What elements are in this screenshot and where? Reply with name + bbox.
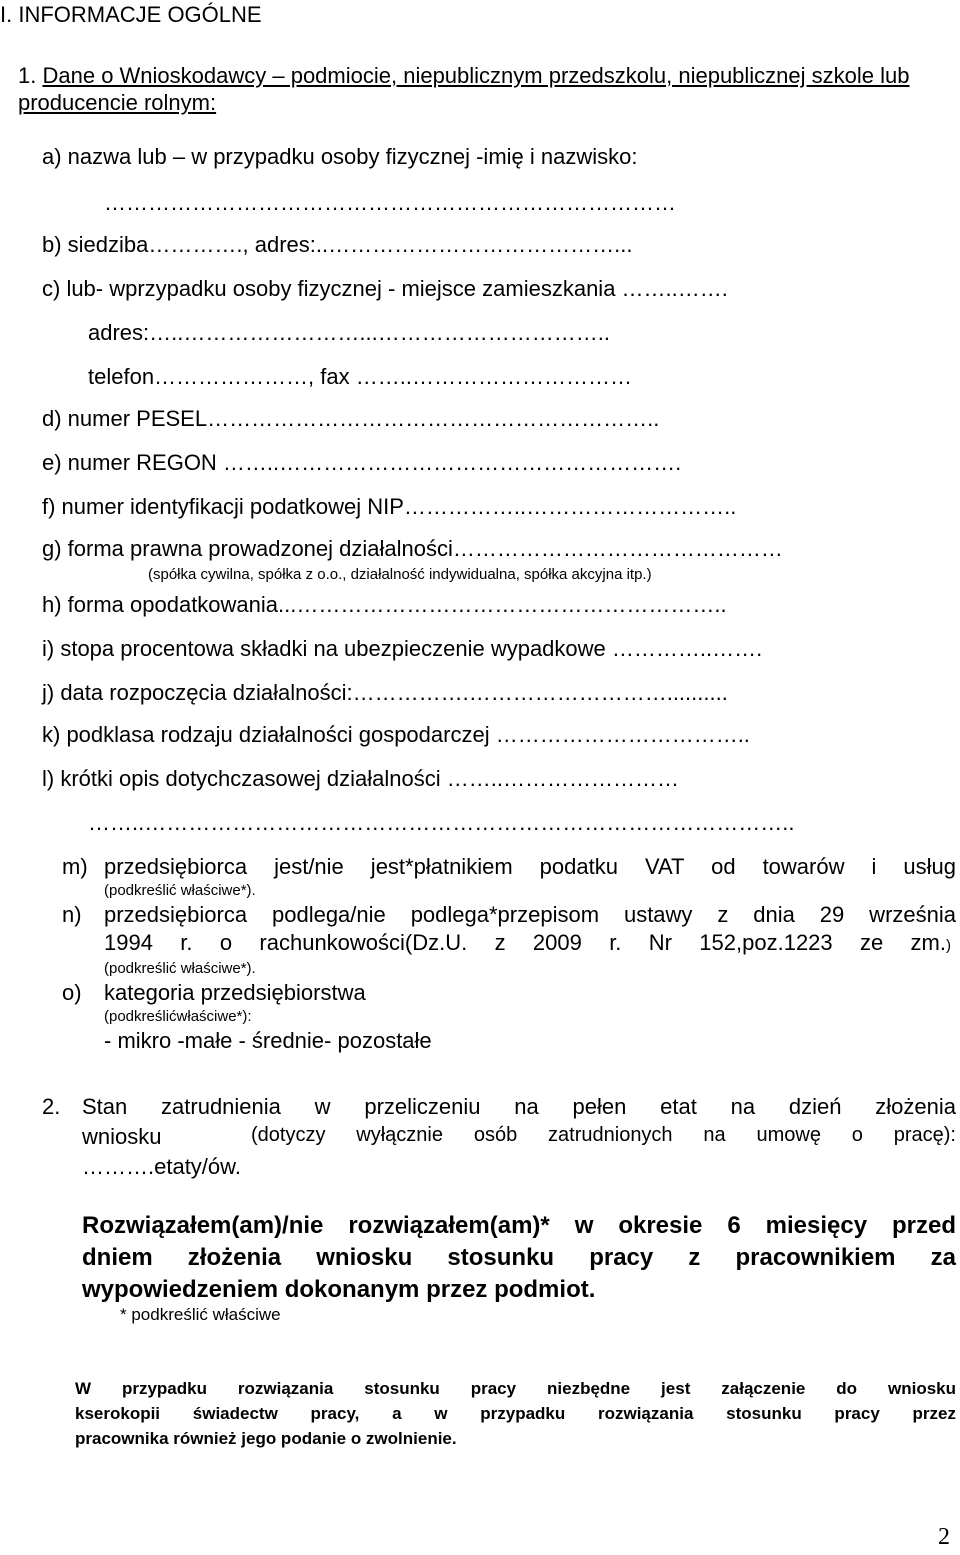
field-l-opis[interactable]: l) krótki opis dotychczasowej działalności ……..…………………… bbox=[42, 766, 679, 791]
field-o-note: (podkreślićwłaściwe*): bbox=[104, 1008, 252, 1025]
field-b-siedziba[interactable]: b) siedziba…………., adres:..…………………………………... bbox=[42, 232, 633, 257]
field-h-opodatkowanie[interactable]: h) forma opodatkowania...………………………………………………….. bbox=[42, 592, 727, 617]
field-o-letter: o) bbox=[62, 980, 82, 1005]
field-a-dots[interactable]: …………………………………………………………………… bbox=[104, 190, 676, 215]
field-k-podklasa[interactable]: k) podklasa rodzaju działalności gospodarczej …………………………….. bbox=[42, 722, 750, 747]
field-n-note: (podkreślić właściwe*). bbox=[104, 960, 256, 977]
field-c-telefon-fax[interactable]: telefon…………………, fax ……..………………………… bbox=[88, 364, 632, 389]
field-n-letter: n) bbox=[62, 902, 82, 927]
notice-line3: pracownika również jego podanie o zwolnienie. bbox=[75, 1429, 457, 1448]
field-g-forma-prawna[interactable]: g) forma prawna prowadzonej działalności……………………………………… bbox=[42, 536, 783, 561]
declaration-line2: dniem złożenia wniosku stosunku pracy z pracownikiem za bbox=[82, 1244, 956, 1271]
field-e-regon[interactable]: e) numer REGON ……..………………………………………………. bbox=[42, 450, 682, 475]
section-2-line1: Stan zatrudnienia w przeliczeniu na pełen etat na dzień złożenia bbox=[82, 1094, 956, 1119]
notice-line1: W przypadku rozwiązania stosunku pracy niezbędne jest załączenie do wniosku bbox=[75, 1379, 956, 1398]
field-m-vat: przedsiębiorca jest/nie jest*płatnikiem podatku VAT od towarów i usług bbox=[104, 854, 956, 879]
section-2-number: 2. bbox=[42, 1094, 61, 1119]
declaration-line1: Rozwiązałem(am)/nie rozwiązałem(am)* w okresie 6 miesięcy przed bbox=[82, 1212, 956, 1239]
field-n-line2-end: ) bbox=[946, 937, 951, 954]
field-o-kategoria: kategoria przedsiębiorstwa bbox=[104, 980, 366, 1005]
field-g-note: (spółka cywilna, spółka z o.o., działalność indywidualna, spółka akcyjna itp.) bbox=[148, 566, 652, 583]
field-a-label: a) nazwa lub – w przypadku osoby fizycznej -imię i nazwisko: bbox=[42, 144, 638, 169]
section-2-wniosku: wniosku bbox=[82, 1124, 162, 1149]
field-o-options[interactable]: - mikro -małe - średnie- pozostałe bbox=[104, 1028, 432, 1053]
field-l-dots[interactable]: ……..…………………………………………………………………………….. bbox=[88, 810, 795, 835]
section-heading: I. INFORMACJE OGÓLNE bbox=[0, 2, 262, 27]
field-n-line2: 1994 r. o rachunkowości(Dz.U. z 2009 r. Nr 152,poz.1223 ze zm. bbox=[104, 930, 946, 955]
section-1-number: 1. bbox=[18, 63, 37, 88]
page-number: 2 bbox=[938, 1524, 950, 1550]
field-c-adres[interactable]: adres:…..……………………...………………………….. bbox=[88, 320, 610, 345]
field-m-letter: m) bbox=[62, 854, 88, 879]
notice-line2: kserokopii świadectw pracy, a w przypadku rozwiązania stosunku pracy przez bbox=[75, 1404, 956, 1423]
field-c-zamieszkanie[interactable]: c) lub- wprzypadku osoby fizycznej - miejsce zamieszkania ……..……. bbox=[42, 276, 728, 301]
field-n-line1: przedsiębiorca podlega/nie podlega*przepisom ustawy z dnia 29 września bbox=[104, 902, 956, 927]
section-1-title bbox=[18, 62, 948, 116]
field-n-line2-wrap bbox=[104, 930, 956, 956]
field-i-stopa-procentowa[interactable]: i) stopa procentowa składki na ubezpieczenie wypadkowe …………..……. bbox=[42, 636, 763, 661]
field-d-pesel[interactable]: d) numer PESEL…………………………………………………….. bbox=[42, 406, 660, 431]
field-m-note: (podkreślić właściwe*). bbox=[104, 882, 256, 899]
section-1-text: Dane o Wnioskodawcy – podmiocie, niepublicznym przedszkolu, niepublicznej szkole lub producencie rolnym: bbox=[18, 63, 910, 115]
section-2-etaty[interactable]: ……….etaty/ów. bbox=[82, 1154, 241, 1179]
field-f-nip[interactable]: f) numer identyfikacji podatkowej NIP……………..……………………….. bbox=[42, 494, 737, 519]
declaration-footnote: * podkreślić właściwe bbox=[120, 1305, 281, 1324]
declaration-line3: wypowiedzeniem dokonanym przez podmiot. bbox=[82, 1276, 596, 1303]
field-j-data-rozpoczecia[interactable]: j) data rozpoczęcia działalności:…………….……………………….......... bbox=[42, 680, 728, 705]
section-2-dotyczy: (dotyczy wyłącznie osób zatrudnionych na umowę o pracę): bbox=[251, 1124, 956, 1146]
section-2-line2 bbox=[82, 1124, 956, 1150]
